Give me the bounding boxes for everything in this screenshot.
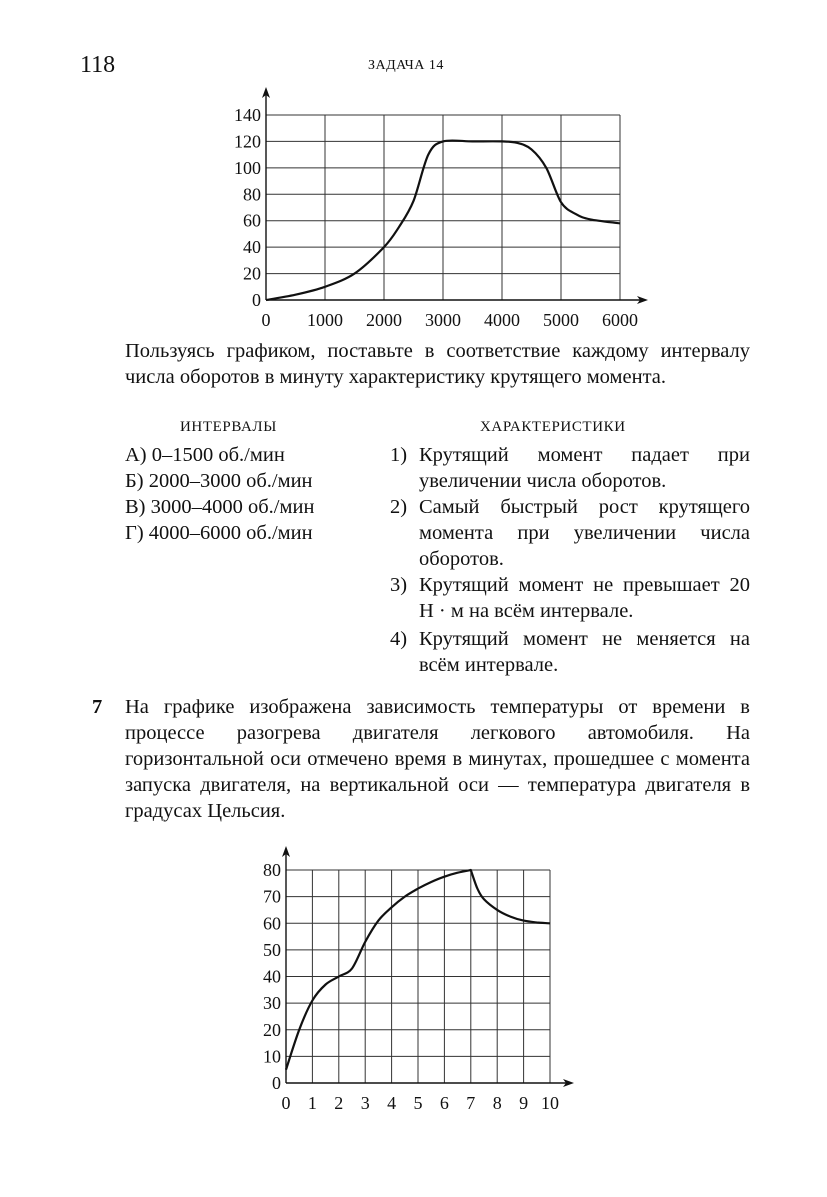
x-tick-label: 0 (281, 1093, 291, 1113)
y-tick-label: 40 (263, 966, 281, 987)
y-tick-label: 80 (243, 184, 261, 205)
x-tick-label: 2000 (366, 310, 402, 330)
characteristic-number: 4) (390, 628, 408, 650)
y-tick-label: 10 (263, 1046, 281, 1067)
intervals-heading: ИНТЕРВАЛЫ (180, 419, 277, 435)
characteristic-number: 3) (390, 574, 408, 596)
x-tick-label: 7 (466, 1093, 476, 1113)
y-tick-label: 80 (263, 860, 281, 880)
x-tick-label: 5 (413, 1093, 423, 1113)
x-tick-label: 3000 (425, 310, 461, 330)
page-number: 118 (80, 52, 116, 78)
interval-g: Г) 4000–6000 об./мин (125, 522, 313, 544)
interval-v: В) 3000–4000 об./мин (125, 496, 315, 518)
y-tick-label: 70 (263, 886, 281, 907)
characteristic-number: 1) (390, 444, 408, 466)
x-tick-label: 6000 (602, 310, 638, 330)
interval-b: Б) 2000–3000 об./мин (125, 470, 313, 492)
y-tick-label: 20 (263, 1019, 281, 1040)
characteristic-text: Крутящий момент не превышает 20 Н · м на всём интервале. (419, 574, 750, 622)
x-tick-label: 1 (307, 1093, 317, 1113)
x-tick-label: 4 (387, 1093, 397, 1113)
y-tick-label: 50 (263, 939, 281, 960)
task-number: 7 (92, 696, 103, 718)
x-tick-label: 3 (360, 1093, 370, 1113)
running-head: ЗАДАЧА 14 (368, 58, 444, 73)
x-tick-label: 6 (439, 1093, 449, 1113)
problem6-question: Пользуясь графиком, поставьте в соответствие каждому интервалу числа оборотов в минуту характеристику крутящего момента. (125, 340, 750, 388)
y-tick-label: 140 (234, 105, 261, 125)
x-tick-label: 4000 (484, 310, 520, 330)
x-tick-label: 0 (261, 310, 271, 330)
characteristics-heading: ХАРАКТЕРИСТИКИ (480, 419, 626, 435)
y-tick-label: 0 (272, 1073, 281, 1093)
x-tick-label: 10 (541, 1093, 559, 1113)
x-tick-label: 5000 (543, 310, 579, 330)
x-tick-label: 8 (492, 1093, 502, 1113)
y-tick-label: 20 (243, 263, 261, 284)
y-tick-label: 40 (243, 237, 261, 258)
characteristic-text: Крутящий момент падает при увеличении числа оборотов. (419, 444, 750, 492)
x-tick-label: 1000 (307, 310, 343, 330)
y-tick-label: 60 (243, 210, 261, 231)
x-tick-label: 2 (334, 1093, 344, 1113)
y-tick-label: 0 (252, 290, 261, 310)
y-tick-label: 60 (263, 913, 281, 934)
problem7-text: На графике изображена зависимость температуры от времени в процессе разогрева двигателя легкового автомобиля. На горизонтальной оси отмечено время в минутах, прошедшее с момента запуска двигателя, на вертикальной оси — температура двигателя в градусах Цельсия. (125, 696, 750, 822)
y-tick-label: 120 (234, 131, 261, 152)
characteristic-text: Крутящий момент не меняется на всём интервале. (419, 628, 750, 676)
characteristic-number: 2) (390, 496, 408, 518)
interval-a: А) 0–1500 об./мин (125, 444, 285, 466)
x-tick-label: 9 (519, 1093, 529, 1113)
characteristic-text: Самый быстрый рост крутящего момента при увеличении числа оборотов. (419, 496, 750, 570)
y-tick-label: 100 (234, 157, 261, 178)
y-tick-label: 30 (263, 993, 281, 1014)
